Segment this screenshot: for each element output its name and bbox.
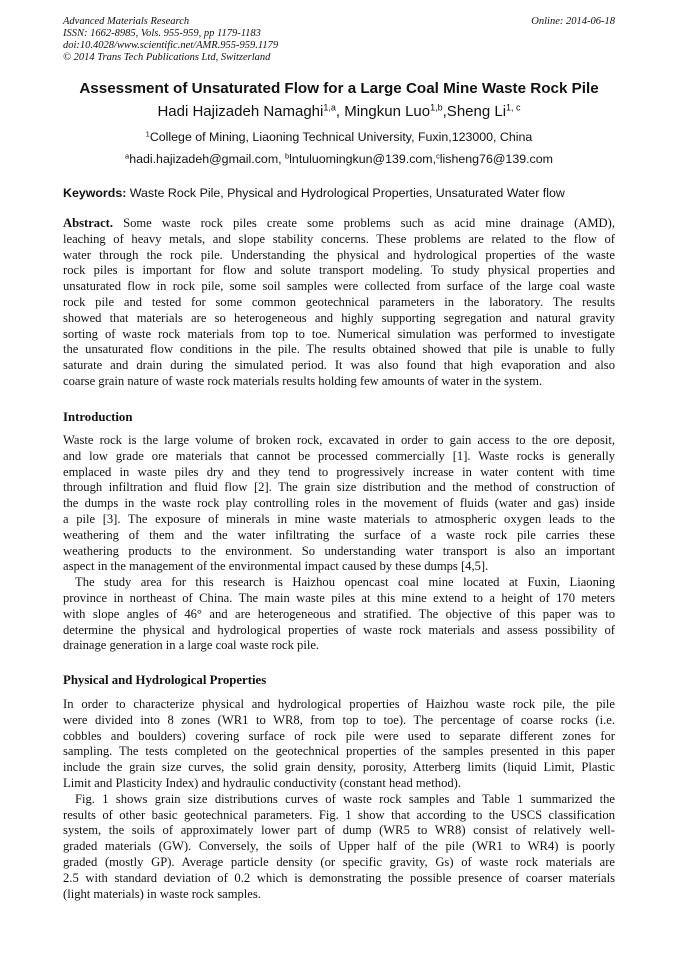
text-line: rock pile and tested for some common geotechnical parameters in the laboratory. The results xyxy=(63,294,615,309)
text-line: saturate and drain during the simulated period. It was also found that high evaporation and also xyxy=(63,358,615,373)
text-line: Limit and Plasticity Index) and hydraulic conductivity (constant head method). xyxy=(63,775,462,790)
email-sup: b xyxy=(285,151,290,161)
text-line: include the grain size curves, the solid grain density, porosity, Atterberg limits (liquid Limit, Plastic xyxy=(63,760,615,775)
text-line: showed that materials are so heterogeneous and highly supporting segregation and natural gravity xyxy=(63,310,615,325)
section-body xyxy=(63,433,615,654)
text-line: determine the physical and hydrological properties of waste rock materials and assess possibility of xyxy=(63,622,615,637)
journal-name: Advanced Materials Research xyxy=(63,16,190,27)
email: lntuluomingkun@139.com, xyxy=(289,152,437,166)
journal-info xyxy=(63,16,278,64)
text-line: cobbles and boulders) covering surface of rock pile were used to separate different zones for xyxy=(63,728,615,743)
paper-title: Assessment of Unsaturated Flow for a Large Coal Mine Waste Rock Pile xyxy=(79,80,599,97)
affiliation xyxy=(0,130,678,144)
author-name: ,Sheng Li xyxy=(442,103,507,120)
text-line: were divided into 8 zones (WR1 to WR8, from top to toe). The percentage of coarse rocks (i.e. xyxy=(63,712,615,727)
text-line: with slope angles of 46° and are heterogeneous and stratified. The objective of this paper was to xyxy=(63,606,615,621)
keywords xyxy=(63,186,565,200)
text-line: unsaturated flow in rock pile, some soil samples were collected from surface of the large coal waste xyxy=(63,279,615,294)
paragraph xyxy=(63,433,615,575)
text-line: 2.5 with standard deviation of 0.2 which is demonstrating the possible presence of coarser materials xyxy=(63,870,615,885)
text-line: sorting of waste rock materials from top to toe. Numerical simulation was performed to investigate xyxy=(63,326,615,341)
section-heading: Introduction xyxy=(63,410,133,424)
text-line: province in northeast of China. The main waste piles at this mine extend to a height of 170 meters xyxy=(63,590,615,605)
text-line: (light materials) in waste rock samples. xyxy=(63,886,261,901)
text-line: results of other basic geotechnical parameters. Fig. 1 show that according to the USCS classification xyxy=(63,807,615,822)
email: hadi.hajizadeh@gmail.com, xyxy=(129,152,286,166)
text-line: water through the rock pile. Understanding the physical and hydrological properties of the waste xyxy=(63,247,615,262)
text-line: The study area for this research is Haizhou opencast coal mine located at Fuxin, Liaoning xyxy=(75,575,615,590)
email-sup: c xyxy=(436,151,440,161)
text-line: drainage generation in a large coal waste rock pile. xyxy=(63,638,320,653)
affiliation-text: College of Mining, Liaoning Technical University, Fuxin,123000, China xyxy=(149,130,533,144)
doi: doi:10.4028/www.scientific.net/AMR.955-959.1179 xyxy=(63,40,279,51)
text-line: weathering of them and the water infiltrating the surface of a waste rock pile carries these xyxy=(63,527,615,542)
text-line: through infiltration and fluid flow [2]. The grain size distribution and the method of construction of xyxy=(63,480,615,495)
email: lisheng76@139.com xyxy=(439,152,553,166)
paragraph xyxy=(63,575,615,654)
text-line: Fig. 1 shows grain size distributions curves of waste rock samples and Table 1 summarized the xyxy=(75,791,615,806)
text-line: and low grade ore materials that cannot be processed commercially [1]. Waste rocks is generally xyxy=(63,448,615,463)
text-line: sampling. The tests completed on the geotechnical properties of the samples presented in this paper xyxy=(63,744,615,759)
abstract xyxy=(63,216,615,390)
online-date: Online: 2014-06-18 xyxy=(531,16,615,27)
issn: ISSN: 1662-8985, Vols. 955-959, pp 1179-1183 xyxy=(63,28,261,39)
copyright: © 2014 Trans Tech Publications Ltd, Switzerland xyxy=(63,52,271,63)
text-line: the unsaturated flow conditions in the pile. The results obtained showed that pile is unable to fully xyxy=(63,342,615,357)
abstract-label: Abstract. xyxy=(63,216,114,230)
paragraph xyxy=(63,697,615,792)
authors xyxy=(0,103,678,120)
emails xyxy=(0,152,678,166)
text-line: graded (mostly GP). Average particle density (or specific gravity, Gs) of waste rock materials are xyxy=(63,854,615,869)
text-line: aspect in the management of the environmental impact caused by these dumps [4,5]. xyxy=(63,559,489,574)
text-line: In order to characterize physical and hydrological properties of Haizhou waste rock pile, the pile xyxy=(63,697,615,711)
text-line: emplaced in waste piles dry and they tend to progressively increase in water content with time xyxy=(63,464,615,479)
text-line: weathering products to the environment. So understanding water transport is also an important xyxy=(63,543,615,558)
author-sup: 1,b xyxy=(430,102,443,113)
author-sup: 1, c xyxy=(506,102,521,113)
text-line: the dumps in the waste rock play controlling roles in the movement of fluids (water and gas) inside xyxy=(63,496,615,511)
text-line: rock piles is important for flow and solute transport modeling. To study physical properties and xyxy=(63,263,615,278)
text-line: a pile [3]. The exposure of minerals in mine waste materials to atmospheric oxygen leads to the xyxy=(63,511,615,526)
text-line xyxy=(63,216,615,232)
text-line: Waste rock is the large volume of broken rock, excavated in order to gain access to the ore deposit, xyxy=(63,433,615,447)
author-name: , Mingkun Luo xyxy=(335,103,431,120)
email-sup: a xyxy=(125,151,130,161)
text-line: leaching of heavy metals, and slope stability concerns. These problems are related to the flow of xyxy=(63,231,615,246)
section-heading: Physical and Hydrological Properties xyxy=(63,673,267,687)
abstract-text: Some waste rock piles create some problems such as acid mine drainage (AMD), xyxy=(113,216,615,230)
section-body xyxy=(63,697,615,902)
paragraph xyxy=(63,792,615,903)
keywords-label: Keywords: xyxy=(63,186,127,200)
text-line: system, the soils of approximately lower part of dump (WR5 to WR8) consist of relatively well- xyxy=(63,823,615,838)
keywords-text: Waste Rock Pile, Physical and Hydrological Properties, Unsaturated Water flow xyxy=(126,186,565,200)
author-name: Hadi Hajizadeh Namaghi xyxy=(157,103,324,120)
text-line: coarse grain nature of waste rock materials results holding few amounts of water in the system. xyxy=(63,373,543,388)
affiliation-sup: 1 xyxy=(145,129,150,139)
text-line: graded materials (GW). Conversely, the soils of Upper half of the pile (WR1 to WR4) is poorly xyxy=(63,839,615,854)
author-sup: 1,a xyxy=(323,102,336,113)
